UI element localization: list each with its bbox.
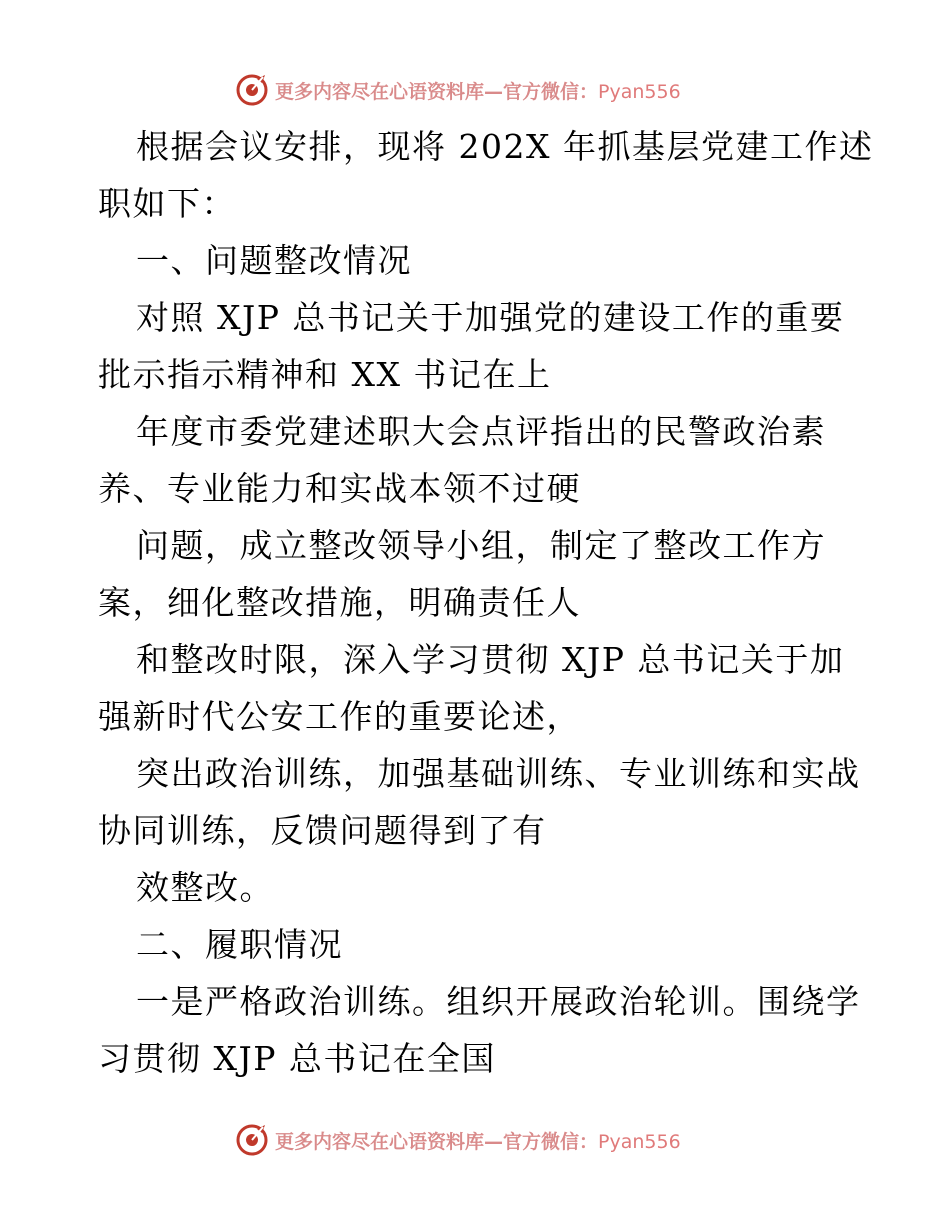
brand-logo-icon bbox=[235, 73, 269, 107]
text-line: 和整改时限，深入学习贯彻 XJP 总书记关于加 bbox=[136, 640, 845, 679]
text-line: 协同训练，反馈问题得到了有 bbox=[98, 811, 547, 850]
text-line: 一、问题整改情况 bbox=[136, 241, 412, 280]
text-line: 根据会议安排，现将 202X 年抓基层党建工作述 bbox=[136, 127, 874, 166]
text-line: 案，细化整改措施，明确责任人 bbox=[98, 583, 581, 622]
watermark-text: 更多内容尽在心语资料库—官方微信：Pyan556 bbox=[275, 1130, 681, 1153]
text-line: 突出政治训练，加强基础训练、专业训练和实战 bbox=[136, 754, 861, 793]
document-body bbox=[98, 118, 874, 1087]
watermark-text: 更多内容尽在心语资料库—官方微信：Pyan556 bbox=[275, 80, 681, 103]
text-line: 养、专业能力和实战本领不过硬 bbox=[98, 469, 581, 508]
text-line: 效整改。 bbox=[136, 868, 274, 907]
text-line: 一是严格政治训练。组织开展政治轮训。围绕学 bbox=[136, 982, 861, 1021]
header-watermark bbox=[235, 72, 755, 108]
footer-watermark bbox=[235, 1122, 755, 1158]
text-line: 职如下： bbox=[98, 184, 236, 223]
text-line: 对照 XJP 总书记关于加强党的建设工作的重要 bbox=[136, 298, 845, 337]
watermark-wechat-id: Pyan556 bbox=[598, 1130, 681, 1153]
text-line: 问题，成立整改领导小组，制定了整改工作方 bbox=[136, 526, 826, 565]
watermark-wechat-id: Pyan556 bbox=[598, 80, 681, 103]
text-line: 年度市委党建述职大会点评指出的民警政治素 bbox=[136, 412, 826, 451]
text-line: 批示指示精神和 XX 书记在上 bbox=[98, 355, 552, 394]
text-line: 习贯彻 XJP 总书记在全国 bbox=[98, 1039, 496, 1078]
text-line: 强新时代公安工作的重要论述， bbox=[98, 697, 581, 736]
text-line: 二、履职情况 bbox=[136, 925, 343, 964]
brand-logo-icon bbox=[235, 1123, 269, 1157]
